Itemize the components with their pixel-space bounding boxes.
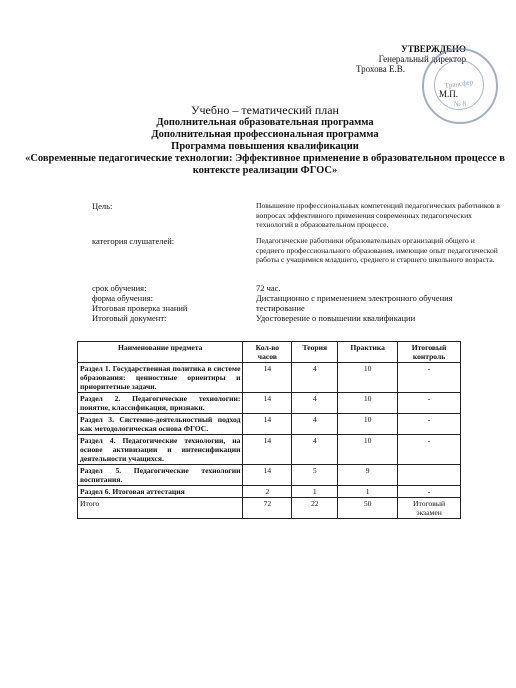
info-label: форма обучения: [92, 293, 154, 303]
subject-cell: Раздел 5. Педагогические технологии воспитания. [78, 465, 243, 486]
info-value: Повышение профессиональных компетенций педагогических работников в вопросах эффективного применения современных педагогических технологий в образовательном процессе. [256, 201, 500, 229]
table-total-row [78, 498, 461, 519]
hours-cell: 14 [243, 363, 292, 393]
info-value: Удостоверение о повышении квалификации [256, 313, 416, 323]
info-row-document [92, 313, 502, 323]
col-header-practice: Практика [338, 342, 398, 363]
practice-cell: 10 [338, 414, 398, 435]
theory-cell: 1 [292, 486, 338, 498]
control-cell [398, 465, 461, 486]
col-header-theory: Теория [292, 342, 338, 363]
subject-cell: Раздел 1. Государственная политика в системе образования: ценностные ориентиры и приоритетные задачи. [78, 363, 243, 393]
program-line-2: Дополнительная профессиональная программа [151, 129, 379, 140]
info-value: Педагогические работники образовательных организаций общего и среднего профессионального образования, имеющие опыт педагогической работы с учащимися младшего, среднего и старшего школьного возраста. [256, 236, 498, 264]
approval-name: Трохова Е.В. [356, 64, 405, 74]
total-control-cell: Итоговый экзамен [398, 498, 461, 519]
theory-cell: 5 [292, 465, 338, 486]
stamp-number: № 8 [454, 100, 466, 108]
table-row [78, 435, 461, 465]
theory-cell: 4 [292, 414, 338, 435]
control-cell: - [398, 414, 461, 435]
control-cell: - [398, 393, 461, 414]
table-row [78, 486, 461, 498]
subject-cell: Раздел 6. Итоговая аттестация [78, 486, 243, 498]
table-row [78, 393, 461, 414]
hours-cell: 14 [243, 465, 292, 486]
total-label-cell: Итого [78, 498, 243, 519]
info-row-goal [92, 201, 502, 236]
stamp-text: Трансфер [444, 78, 474, 90]
subject-cell: Раздел 3. Системно-деятельностный подход как методологическая основа ФГОС. [78, 414, 243, 435]
program-title: «Современные педагогические технологии: Эффективное применение в образовательном процессе в контексте реализации ФГОС» [25, 153, 505, 176]
total-theory-cell: 22 [292, 498, 338, 519]
info-value: тестирование [256, 303, 305, 313]
info-row-duration [92, 283, 502, 293]
info-row-audience [92, 236, 502, 283]
col-header-subject: Наименование предмета [78, 342, 243, 363]
subject-cell: Раздел 2. Педагогические технологии: понятие, классификация, признаки. [78, 393, 243, 414]
control-cell: - [398, 363, 461, 393]
document-heading: Учебно – тематический план [191, 103, 339, 117]
control-cell: - [398, 486, 461, 498]
info-label: категория слушателей: [92, 236, 175, 246]
info-label: Итоговый документ: [92, 313, 167, 323]
practice-cell: 10 [338, 435, 398, 465]
theory-cell: 4 [292, 393, 338, 414]
info-label: срок обучения: [92, 283, 147, 293]
practice-cell: 10 [338, 363, 398, 393]
hours-cell: 2 [243, 486, 292, 498]
info-label: Цель: [92, 201, 113, 211]
col-header-hours: Кол-во часов [243, 342, 292, 363]
info-row-check [92, 303, 502, 313]
col-header-control: Итоговый контроль [398, 342, 461, 363]
approval-mp: М.П. [438, 89, 458, 99]
subject-cell: Раздел 4. Педагогические технологии, на основе активизации и интенсификации деятельности учащихся. [78, 435, 243, 465]
curriculum-table [77, 341, 461, 519]
program-line-3: Программа повышения квалификации [171, 141, 359, 152]
info-label: Итоговая проверка знаний [92, 303, 188, 313]
table-row [78, 414, 461, 435]
table-row [78, 465, 461, 486]
info-value: 72 час. [256, 283, 281, 293]
theory-cell: 4 [292, 435, 338, 465]
document-title-block [20, 104, 510, 177]
hours-cell: 14 [243, 435, 292, 465]
hours-cell: 14 [243, 393, 292, 414]
approval-position: Генеральный директор [378, 54, 466, 64]
table-header-row [78, 342, 461, 363]
table-row [78, 363, 461, 393]
theory-cell: 4 [292, 363, 338, 393]
practice-cell: 1 [338, 486, 398, 498]
approval-title: УТВЕРЖДЕНО [401, 44, 466, 54]
practice-cell: 9 [338, 465, 398, 486]
info-row-form [92, 293, 502, 303]
practice-cell: 10 [338, 393, 398, 414]
total-hours-cell: 72 [243, 498, 292, 519]
info-value: Дистанционно с применением электронного обучения [256, 293, 453, 303]
hours-cell: 14 [243, 414, 292, 435]
program-line-1: Дополнительная образовательная программа [156, 117, 374, 128]
program-info [92, 201, 502, 323]
control-cell: - [398, 435, 461, 465]
total-practice-cell: 50 [338, 498, 398, 519]
